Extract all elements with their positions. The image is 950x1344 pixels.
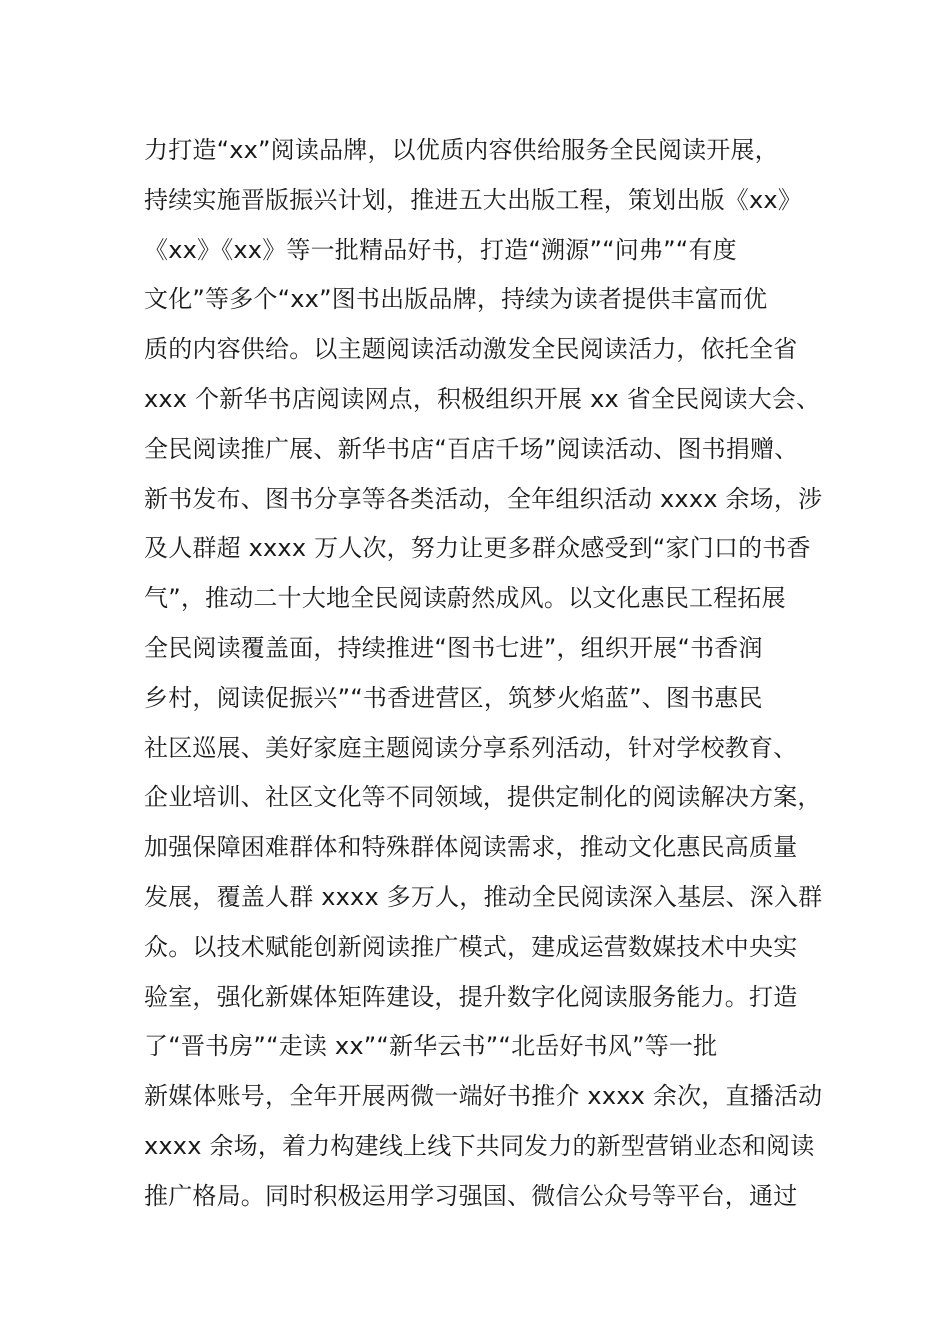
text-line: 新书发布、图书分享等各类活动，全年组织活动 xxxx 余场，涉 bbox=[144, 484, 823, 513]
text-line: 气”，推动二十大地全民阅读蔚然成风。以文化惠民工程拓展 bbox=[144, 584, 786, 613]
text-line: 社区巡展、美好家庭主题阅读分享系列活动，针对学校教育、 bbox=[144, 733, 798, 762]
text-line: 企业培训、社区文化等不同领域，提供定制化的阅读解决方案， bbox=[144, 783, 822, 812]
text-line: 《xx》《xx》等一批精品好书，打造“溯源”“问弗”“有度 bbox=[144, 235, 737, 264]
text-line: 发展，覆盖人群 xxxx 多万人，推动全民阅读深入基层、深入群 bbox=[144, 882, 823, 911]
text-line: 新媒体账号，全年开展两微一端好书推介 xxxx 余次，直播活动 bbox=[144, 1082, 823, 1111]
text-line: 推广格局。同时积极运用学习强国、微信公众号等平台，通过 bbox=[144, 1181, 798, 1210]
text-line: xxxx 余场，着力构建线上线下共同发力的新型营销业态和阅读 bbox=[144, 1131, 815, 1160]
text-line: 加强保障困难群体和特殊群体阅读需求，推动文化惠民高质量 bbox=[144, 833, 798, 862]
body-paragraph bbox=[144, 126, 824, 1222]
text-line: 全民阅读覆盖面，持续推进“图书七进”，组织开展“书香润 bbox=[144, 633, 763, 662]
text-line: 持续实施晋版振兴计划，推进五大出版工程，策划出版《xx》 bbox=[144, 185, 803, 214]
text-line: 众。以技术赋能创新阅读推广模式，建成运营数媒技术中央实 bbox=[144, 932, 798, 961]
text-line: 乡村，阅读促振兴”“书香进营区，筑梦火焰蓝”、图书惠民 bbox=[144, 683, 763, 712]
text-line: 及人群超 xxxx 万人次，努力让更多群众感受到“家门口的书香 bbox=[144, 534, 811, 563]
text-line: 质的内容供给。以主题阅读活动激发全民阅读活力，依托全省 bbox=[144, 335, 798, 364]
text-line: 验室，强化新媒体矩阵建设，提升数字化阅读服务能力。打造 bbox=[144, 982, 798, 1011]
text-line: 文化”等多个“xx”图书出版品牌，持续为读者提供丰富而优 bbox=[144, 285, 768, 314]
text-line: 全民阅读推广展、新华书店“百店千场”阅读活动、图书捐赠、 bbox=[144, 434, 799, 463]
text-line: 了“晋书房”“走读 xx”“新华云书”“北岳好书风”等一批 bbox=[144, 1032, 718, 1061]
text-line: xxx 个新华书店阅读网点，积极组织开展 xx 省全民阅读大会、 bbox=[144, 384, 821, 413]
text-line: 力打造“xx”阅读品牌，以优质内容供给服务全民阅读开展， bbox=[144, 136, 779, 164]
